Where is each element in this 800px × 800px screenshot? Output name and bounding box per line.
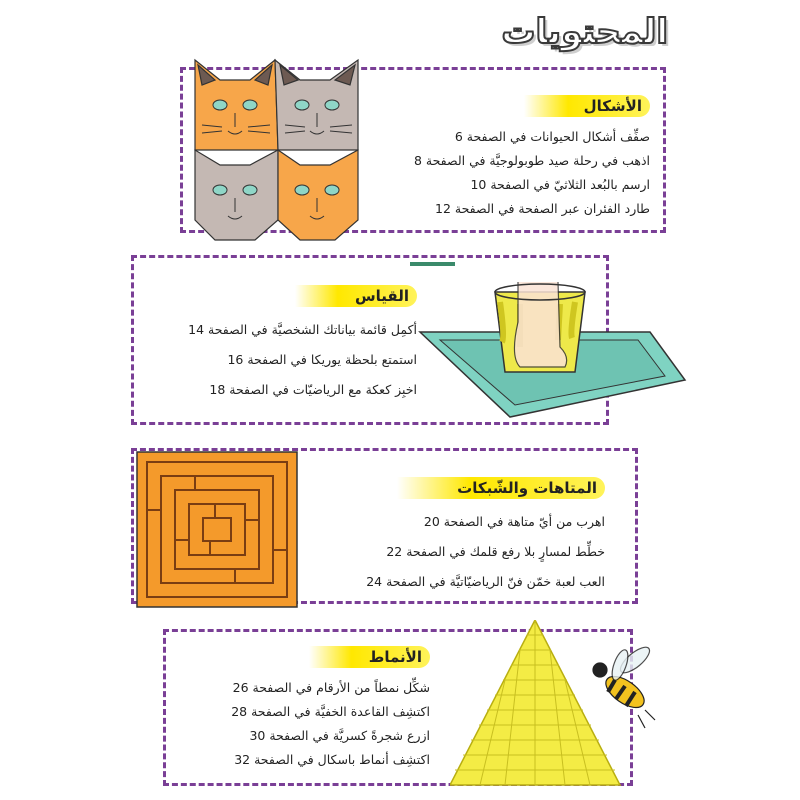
list-item[interactable]: اكتشِف أنماط باسكال في الصفحة 32 <box>234 752 430 767</box>
patterns-content <box>231 646 430 772</box>
mazes-heading: المتاهات والشّبكات <box>397 477 605 499</box>
list-item[interactable]: اكتشِف القاعدة الخفيَّة في الصفحة 28 <box>231 704 430 719</box>
list-item[interactable]: استمتع بلحظة يوريكا في الصفحة 16 <box>227 352 417 367</box>
list-item[interactable]: العب لعبة خمّن فنّ الرياضيّاتيَّة في الصفحة 24 <box>366 574 605 589</box>
honeycomb-illustration <box>450 620 670 790</box>
cats-illustration <box>190 55 365 250</box>
list-item[interactable]: خطِّط لمسارٍ بلا رفع قلمك في الصفحة 22 <box>386 544 605 559</box>
patterns-heading: الأنماط <box>309 646 430 668</box>
foot-bucket-illustration <box>410 262 690 422</box>
maze-illustration <box>135 450 300 610</box>
shapes-heading: الأشكال <box>524 95 650 117</box>
list-item[interactable]: شكِّل نمطاً من الأرقام في الصفحة 26 <box>232 680 430 695</box>
list-item[interactable]: اذهب في رحلة صيد طوبولوجيَّة في الصفحة 8 <box>413 153 650 168</box>
shapes-list <box>414 125 650 221</box>
mazes-content <box>366 477 605 597</box>
patterns-list <box>231 676 430 772</box>
list-item[interactable]: ارسم بالبُعد الثلاثيّ في الصفحة 10 <box>470 177 650 192</box>
list-item[interactable]: أكمِل قائمة بياناتك الشخصيَّة في الصفحة 14 <box>188 322 417 337</box>
measurement-list <box>188 315 417 405</box>
list-item[interactable]: اخبِز كعكة مع الرياضيّات في الصفحة 18 <box>209 382 417 397</box>
list-item[interactable]: اهرب من أيّ متاهة في الصفحة 20 <box>423 514 605 529</box>
list-item[interactable]: طارد الفئران عبر الصفحة في الصفحة 12 <box>435 201 650 216</box>
page-title: المحتويات <box>501 12 668 52</box>
bee-icon <box>593 643 655 728</box>
measurement-heading: القياس <box>295 285 417 307</box>
list-item[interactable]: صفِّف أشكال الحيوانات في الصفحة 6 <box>454 129 650 144</box>
mazes-list <box>366 507 605 597</box>
shapes-content <box>414 95 650 221</box>
measurement-content <box>188 285 417 405</box>
list-item[interactable]: ازرع شجرةً كسريَّة في الصفحة 30 <box>249 728 430 743</box>
